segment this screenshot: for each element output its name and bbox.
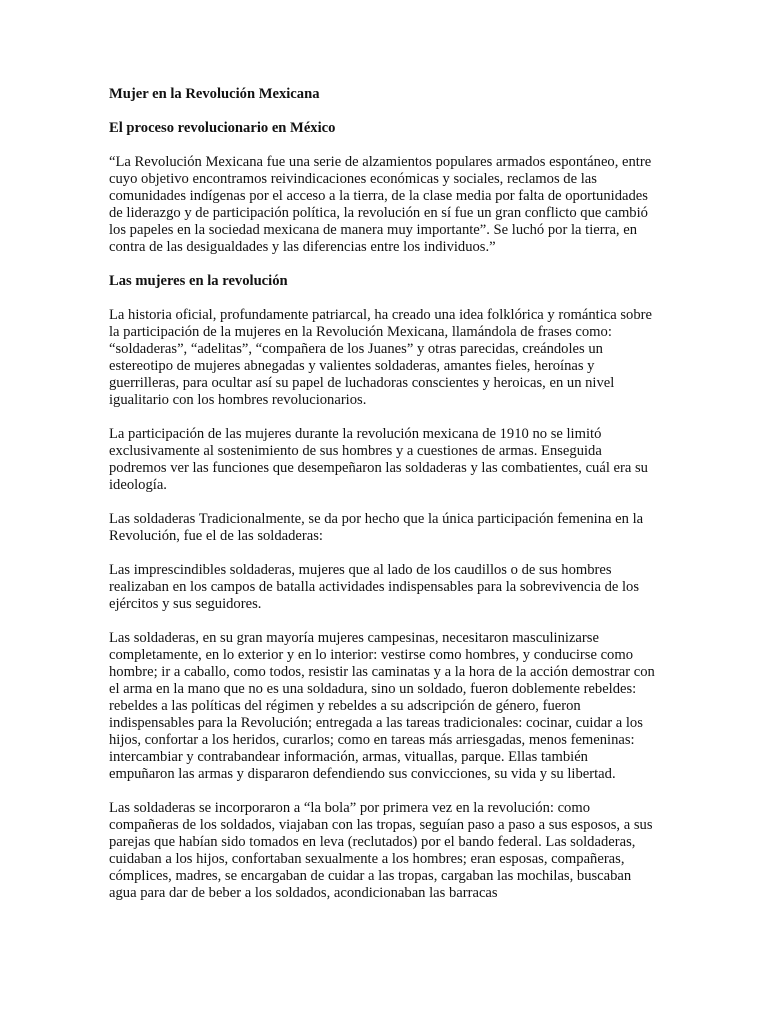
section-heading-mujeres: Las mujeres en la revolución bbox=[109, 273, 288, 289]
paragraph-7: Las soldaderas se incorporaron a “la bola” por primera vez en la revolución: como compañeras de los soldados, viajaban con las tropas, seguían paso a paso a sus esposos, a sus parejas que habían sido tomados en leva (reclutados) por el bando federal. Las soldaderas, cuidaban a los hijos, confortaban sexualmente a los hombres; eran esposas, compañeras, cómplices, madres, se encargaban de cuidar a las tropas, cargaban las mochilas, buscaban agua para dar de beber a los soldados, acondicionaban las barracas bbox=[109, 800, 653, 901]
paragraph-6: Las soldaderas, en su gran mayoría mujeres campesinas, necesitaron masculinizarse completamente, en lo exterior y en lo interior: vestirse como hombres, y conducirse como hombre; ir a caballo, como todos, resistir las caminatas y a la hora de la acción demostrar con el arma en la mano que no es una soldadura, sino un soldado, fueron doblemente rebeldes: rebeldes a las políticas del régimen y rebeldes a su adscripción de género, fueron indispensables para la Revolución; entregada a las tareas tradicionales: cocinar, cuidar a los hijos, confortar a los heridos, curarlos; como en tareas más arriesgadas, menos femeninas: intercambiar y contrabandear información, armas, vituallas, parque. Ellas también empuñaron las armas y dispararon defendiendo sus convicciones, su vida y su libertad. bbox=[109, 630, 655, 782]
paragraph-3: La participación de las mujeres durante la revolución mexicana de 1910 no se limitó exclusivamente al sostenimiento de sus hombres y a cuestiones de armas. Enseguida podremos ver las funciones que desempeñaron las soldaderas y las combatientes, cuál era su ideología. bbox=[109, 426, 648, 493]
document-body bbox=[109, 86, 657, 919]
paragraph-1: “La Revolución Mexicana fue una serie de alzamientos populares armados espontáneo, entre cuyo objetivo encontramos reivindicaciones económicas y sociales, reclamos de las comunidades indígenas por el acceso a la tierra, de la clase media por falta de oportunidades de liderazgo y de participación política, la revolución en sí fue un gran conflicto que cambió los papeles en la sociedad mexicana de manera muy importante”. Se luchó por la tierra, en contra de las desigualdades y las diferencias entre los individuos.” bbox=[109, 154, 652, 255]
paragraph-2: La historia oficial, profundamente patriarcal, ha creado una idea folklórica y romántica sobre la participación de la mujeres en la Revolución Mexicana, llamándola de frases como: “soldaderas”, “adelitas”, “compañera de los Juanes” y otras parecidas, creándoles un estereotipo de mujeres abnegadas y valientes soldaderas, amantes fieles, heroínas y guerrilleras, para ocultar así su papel de luchadoras conscientes y heroicas, en un nivel igualitario con los hombres revolucionarios. bbox=[109, 307, 652, 408]
paragraph-4: Las soldaderas Tradicionalmente, se da por hecho que la única participación femenina en la Revolución, fue el de las soldaderas: bbox=[109, 511, 644, 544]
section-heading-proceso: El proceso revolucionario en México bbox=[109, 120, 336, 136]
document-title: Mujer en la Revolución Mexicana bbox=[109, 86, 320, 102]
paragraph-5: Las imprescindibles soldaderas, mujeres que al lado de los caudillos o de sus hombres realizaban en los campos de batalla actividades indispensables para la sobrevivencia de los ejércitos y sus seguidores. bbox=[109, 562, 640, 612]
